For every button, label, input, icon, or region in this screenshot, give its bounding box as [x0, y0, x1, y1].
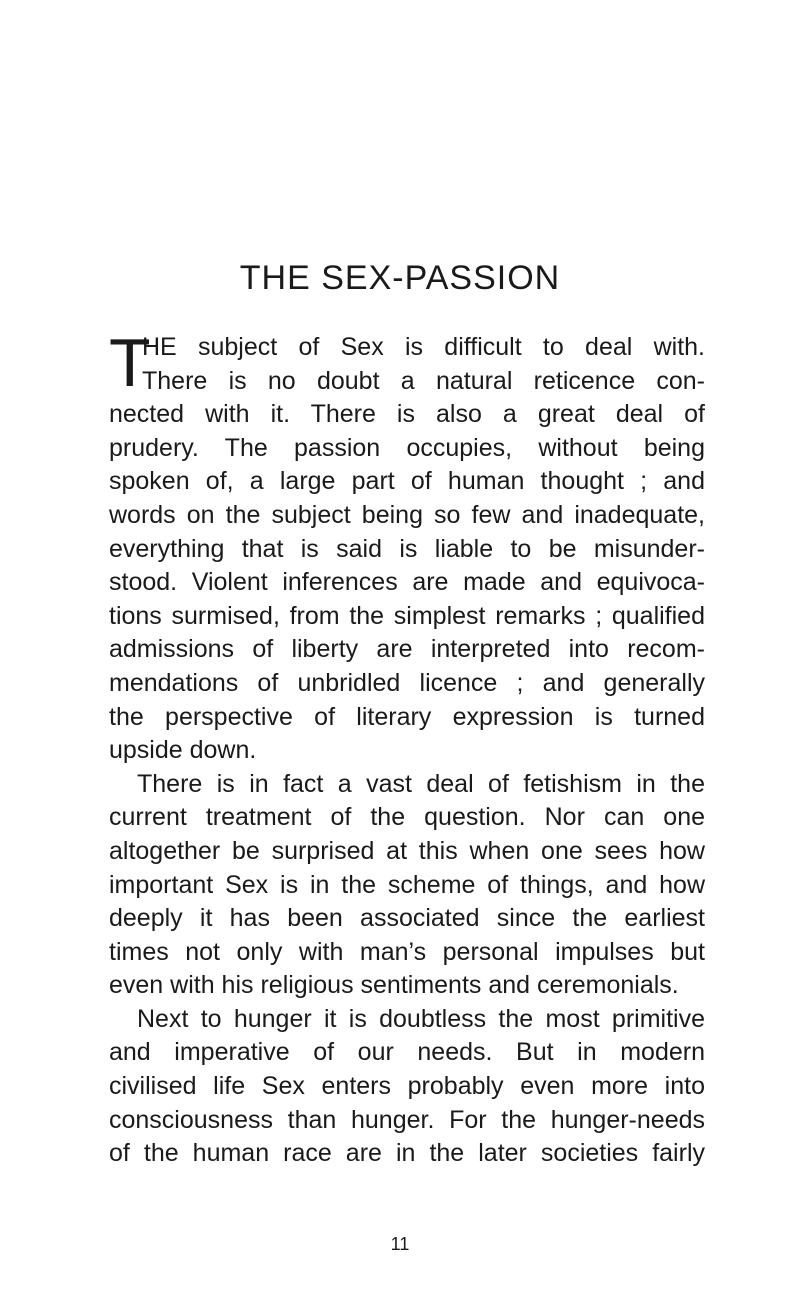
text-line: upside down.: [109, 736, 257, 765]
text-line: everything that is said is liable to be misunder-: [109, 534, 705, 563]
text-line: tions surmised, from the simplest remarks ; qualified: [109, 601, 705, 630]
text-line: consciousness than hunger. For the hunger-needs: [109, 1105, 705, 1134]
text-line: times not only with man’s personal impulses but: [109, 937, 705, 966]
text-line: important Sex is in the scheme of things, and how: [109, 870, 705, 899]
drop-cap: T: [109, 325, 151, 401]
text-line: Next to hunger it is doubtless the most primitive: [137, 1004, 705, 1033]
text-line: nected with it. There is also a great deal of: [109, 400, 705, 429]
text-line: of the human race are in the later societies fairly: [109, 1139, 705, 1168]
text-line: admissions of liberty are interpreted into recom-: [109, 635, 705, 664]
opening-lines: [109, 325, 705, 401]
text-line: HE subject of Sex is difficult to deal with.: [142, 333, 705, 361]
text-line: even with his religious sentiments and ceremonials.: [109, 971, 679, 1000]
text-line: There is no doubt a natural reticence con-: [142, 366, 705, 395]
page-number: 11: [390, 1234, 410, 1254]
text-line: words on the subject being so few and inadequate,: [109, 500, 705, 529]
text-line: There is in fact a vast deal of fetishism in the: [137, 769, 705, 798]
text-line: and imperative of our needs. But in modern: [109, 1038, 705, 1067]
text-line: prudery. The passion occupies, without being: [109, 433, 705, 462]
chapter-title: THE SEX-PASSION: [239, 259, 561, 297]
text-line: spoken of, a large part of human thought ; and: [109, 467, 705, 496]
text-line: altogether be surprised at this when one sees how: [109, 836, 705, 865]
body-text: [109, 325, 705, 1171]
text-line: mendations of unbridled licence ; and generally: [109, 668, 705, 697]
text-line: deeply it has been associated since the earliest: [109, 904, 705, 933]
text-line: current treatment of the question. Nor can one: [109, 803, 705, 832]
text-line: the perspective of literary expression is turned: [109, 702, 705, 731]
text-line: stood. Violent inferences are made and equivoca-: [109, 568, 705, 597]
text-line: civilised life Sex enters probably even more into: [109, 1072, 705, 1101]
